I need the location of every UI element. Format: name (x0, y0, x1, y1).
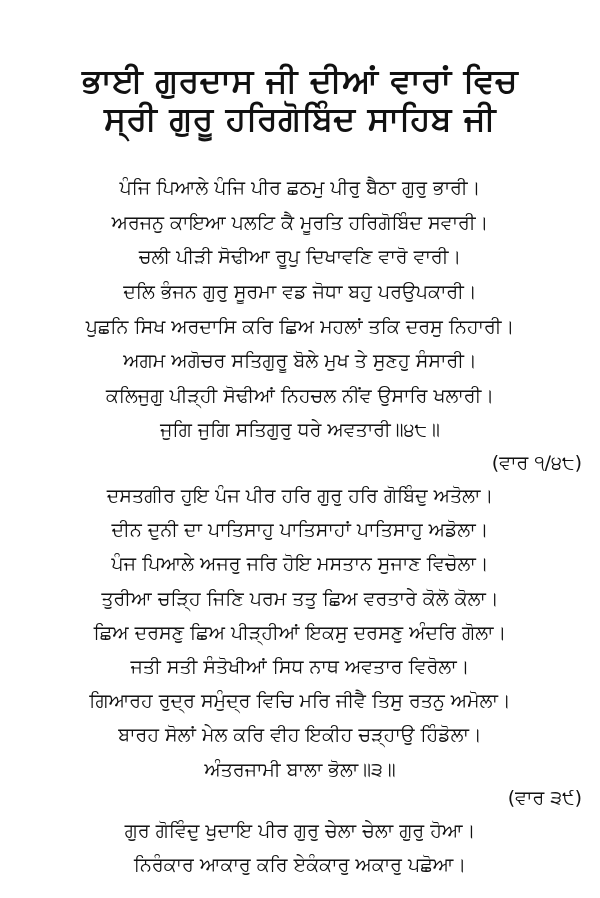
stanza2-line: ਜਤੀ ਸਤੀ ਸੰਤੋਖੀਆਂ ਸਿਧ ਨਾਥ ਅਵਤਾਰ ਵਿਰੋਲਾ। (130, 656, 470, 678)
stanza2-line: ਪੰਜ ਪਿਆਲੇ ਅਜਰੁ ਜਰਿ ਹੋਇ ਮਸਤਾਨ ਸੁਜਾਣ ਵਿਚੋਲਾ। (111, 553, 489, 575)
stanza1-line: ਪੰਜਿ ਪਿਆਲੇ ਪੰਜਿ ਪੀਰ ਛਠਮੁ ਪੀਰੁ ਬੈਠਾ ਗੁਰੁ ਭਾਰੀ। (119, 177, 481, 199)
stanza2-line: ਗਿਆਰਹ ਰੁਦ੍ਰ ਸਮੁੰਦ੍ਰ ਵਿਚਿ ਮਰਿ ਜੀਵੈ ਤਿਸੁ ਰਤਨੁ ਅਮੋਲਾ। (89, 690, 511, 712)
stanza2-line: ਬਾਰਹ ਸੋਲਾਂ ਮੇਲ ਕਰਿ ਵੀਹ ਇਕੀਹ ਚੜ੍ਹਾਉ ਹਿੰਡੋਲਾ। (118, 724, 482, 746)
stanza1-line: ਅਗਮ ਅਗੋਚਰ ਸਤਿਗੁਰੂ ਬੋਲੇ ਮੁਖ ਤੇ ਸੁਣਹੁ ਸੰਸਾਰੀ। (123, 350, 477, 372)
title-line-1: ਭਾਈ ਗੁਰਦਾਸ ਜੀ ਦੀਆਂ ਵਾਰਾਂ ਵਿਚ (81, 61, 519, 100)
stanza1-line: ਅਰਜਨੁ ਕਾਇਆ ਪਲਟਿ ਕੈ ਮੂਰਤਿ ਹਰਿਗੋਬਿੰਦ ਸਵਾਰੀ। (111, 212, 489, 234)
stanza1-line: ਜੁਗਿ ਜੁਗਿ ਸਤਿਗੁਰੁ ਧਰੇ ਅਵਤਾਰੀ॥੪੮॥ (160, 419, 440, 441)
title-line-2: ਸ੍ਰੀ ਗੁਰੂ ਹਰਿਗੋਬਿੰਦ ਸਾਹਿਬ ਜੀ (103, 99, 496, 138)
stanza2-line: ਦਸਤਗੀਰ ਹੁਇ ਪੰਜ ਪੀਰ ਹਰਿ ਗੁਰੁ ਹਰਿ ਗੋਬਿੰਦੁ ਅਤੋਲਾ। (106, 485, 494, 507)
stanza2-line: ਛਿਅ ਦਰਸਣੁ ਛਿਅ ਪੀੜ੍ਹੀਆਂ ਇਕਸੁ ਦਰਸਣੁ ਅੰਦਰਿ ਗੋਲਾ। (93, 622, 507, 644)
stanza1-reference: (ਵਾਰ ੧/੪੮) (491, 452, 582, 474)
stanza2-line: ਤੁਰੀਆ ਚੜ੍ਹਿ ਜਿਣਿ ਪਰਮ ਤਤੁ ਛਿਅ ਵਰਤਾਰੇ ਕੋਲੋ ਕੋਲਾ। (101, 588, 499, 610)
stanza2-line: ਅੰਤਰਜਾਮੀ ਬਾਲਾ ਭੋਲਾ॥੩॥ (204, 759, 396, 781)
stanza1-line: ਚਲੀ ਪੀੜੀ ਸੋਢੀਆ ਰੂਪੁ ਦਿਖਾਵਣਿ ਵਾਰੋ ਵਾਰੀ। (138, 246, 462, 268)
stanza3-line: ਨਿਰੰਕਾਰ ਆਕਾਰੁ ਕਰਿ ਏਕੰਕਾਰੁ ਅਕਾਰੁ ਪਛੋਆ। (133, 854, 467, 876)
stanza2-reference: (ਵਾਰ ੩੯) (507, 787, 582, 809)
stanza1-line: ਪੁਛਨਿ ਸਿਖ ਅਰਦਾਸਿ ਕਰਿ ਛਿਅ ਮਹਲਾਂ ਤਕਿ ਦਰਸੁ ਨਿਹਾਰੀ। (85, 316, 515, 338)
stanza2-line: ਦੀਨ ਦੁਨੀ ਦਾ ਪਾਤਿਸਾਹੁ ਪਾਤਿਸਾਹਾਂ ਪਾਤਿਸਾਹੁ ਅਡੋਲਾ। (111, 519, 489, 541)
stanza1-line: ਦਲਿ ਭੰਜਨ ਗੁਰੁ ਸੂਰਮਾ ਵਡ ਜੋਧਾ ਬਹੁ ਪਰਉਪਕਾਰੀ। (123, 281, 477, 303)
stanza3-line: ਗੁਰ ਗੋਵਿੰਦੁ ਖੁਦਾਇ ਪੀਰ ਗੁਰੁ ਚੇਲਾ ਚੇਲਾ ਗੁਰੁ ਹੋਆ। (124, 820, 476, 842)
stanza1-line: ਕਲਿਜੁਗੁ ਪੀੜ੍ਹੀ ਸੋਢੀਆਂ ਨਿਹਚਲ ਨੀਂਵ ਉਸਾਰਿ ਖਲਾਰੀ। (105, 385, 495, 407)
